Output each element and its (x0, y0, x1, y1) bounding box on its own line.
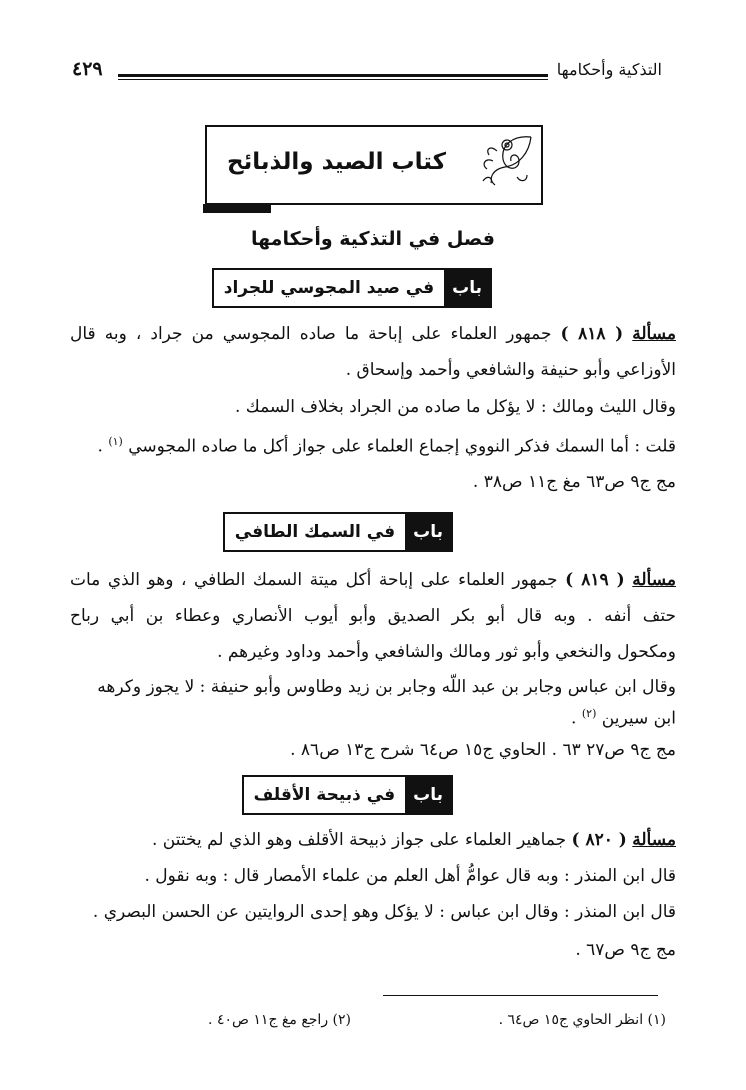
bab-heading-1 (212, 268, 492, 308)
footnote-ref: (٢) (581, 707, 597, 720)
bab-tag: باب (405, 777, 451, 813)
masala-label: مسألة (632, 830, 676, 850)
masala-819-line-1 (70, 568, 676, 592)
bab-title: في السمك الطافي (234, 522, 396, 542)
header-rule (118, 74, 548, 77)
masala-820-line-1 (70, 828, 676, 852)
floral-ornament-icon (473, 131, 535, 193)
page-number: ٤٢٩ (72, 58, 103, 80)
masala-819-refs: مج ج٩ ص٢٧ ٦٣ . الحاوي ج١٥ ص٦٤ شرح ج١٣ ص٨٦ . (290, 740, 676, 760)
masala-text: جمهور العلماء على إباحة ما صاده المجوسي من جراد ، وبه قال (70, 324, 552, 344)
bab-heading-3 (242, 775, 453, 815)
period: . (97, 436, 103, 457)
footnote-rule (383, 995, 658, 996)
chapter-title-box (205, 125, 543, 205)
bab-tag: باب (405, 514, 451, 550)
chapter-title: كتاب الصيد والذبائح (227, 149, 446, 175)
masala-text: جماهير العلماء على جواز ذبيحة الأقلف وهو الذي لم يختتن . (151, 830, 567, 850)
masala-label: مسألة (632, 324, 676, 344)
masala-820-extra-1: قال ابن المنذر : وبه قال عوامُّ أهل العلم من علماء الأمصار قال : وبه نقول . (144, 866, 676, 886)
masala-818-extra-2 (70, 430, 676, 459)
period: . (571, 708, 577, 729)
section-title: فصل في التذكية وأحكامها (251, 228, 495, 250)
masala-818-line-2: الأوزاعي وأبو حنيفة والشافعي وأحمد وإسحاق . (345, 360, 676, 380)
masala-819-line-3: ومكحول والنخعي وأبو ثور ومالك والشافعي وأحمد وداود وغيرهم . (217, 642, 676, 662)
footnote-2: (٢) راجع مغ ج١١ ص٤٠ . (208, 1012, 351, 1028)
masala-text: قلت : أما السمك فذكر النووي إجماع العلماء على جواز أكل ما صاده المجوسي (128, 436, 676, 457)
masala-number: ( ٨٢٠ ) (571, 830, 627, 850)
masala-820-refs: مج ج٩ ص٦٧ . (575, 940, 676, 960)
masala-label: مسألة (632, 570, 677, 590)
masala-number: ( ٨١٩ ) (565, 570, 625, 590)
bab-tag: باب (444, 270, 490, 306)
masala-818-refs: مج ج٩ ص٦٣ مغ ج١١ ص٣٨ . (472, 472, 676, 492)
masala-819-extra-2 (70, 702, 676, 731)
masala-818-extra-1: وقال الليث ومالك : لا يؤكل ما صاده من الجراد بخلاف السمك . (234, 397, 676, 417)
masala-820-extra-2: قال ابن المنذر : وقال ابن عباس : لا يؤكل وهو إحدى الروايتين عن الحسن البصري . (92, 902, 676, 922)
running-title: التذكية وأحكامها (556, 60, 662, 79)
masala-text: ابن سيرين (601, 708, 676, 729)
bab-heading-2 (223, 512, 453, 552)
header-rule-thin (118, 79, 548, 80)
masala-number: ( ٨١٨ ) (560, 324, 624, 344)
masala-819-extra-1: وقال ابن عباس وجابر بن عبد اللّه وجابر بن زيد وطاوس وأبو حنيفة : لا يجوز وكرهه (97, 677, 676, 697)
masala-818-line-1 (70, 322, 676, 346)
bab-title: في ذبيحة الأقلف (253, 785, 396, 805)
masala-819-line-2: حتف أنفه . وبه قال أبو بكر الصديق وأبو أيوب الأنصاري وعطاء بن أبي رباح (70, 606, 676, 626)
masala-text: جمهور العلماء على إباحة أكل ميتة السمك الطافي ، وهو الذي مات (70, 570, 558, 590)
chapter-box-shadow (203, 204, 271, 213)
footnote-ref: (١) (108, 435, 123, 448)
bab-title: في صيد المجوسي للجراد (223, 278, 435, 298)
footnote-1: (١) انظر الحاوي ج١٥ ص٦٤ . (498, 1012, 666, 1028)
